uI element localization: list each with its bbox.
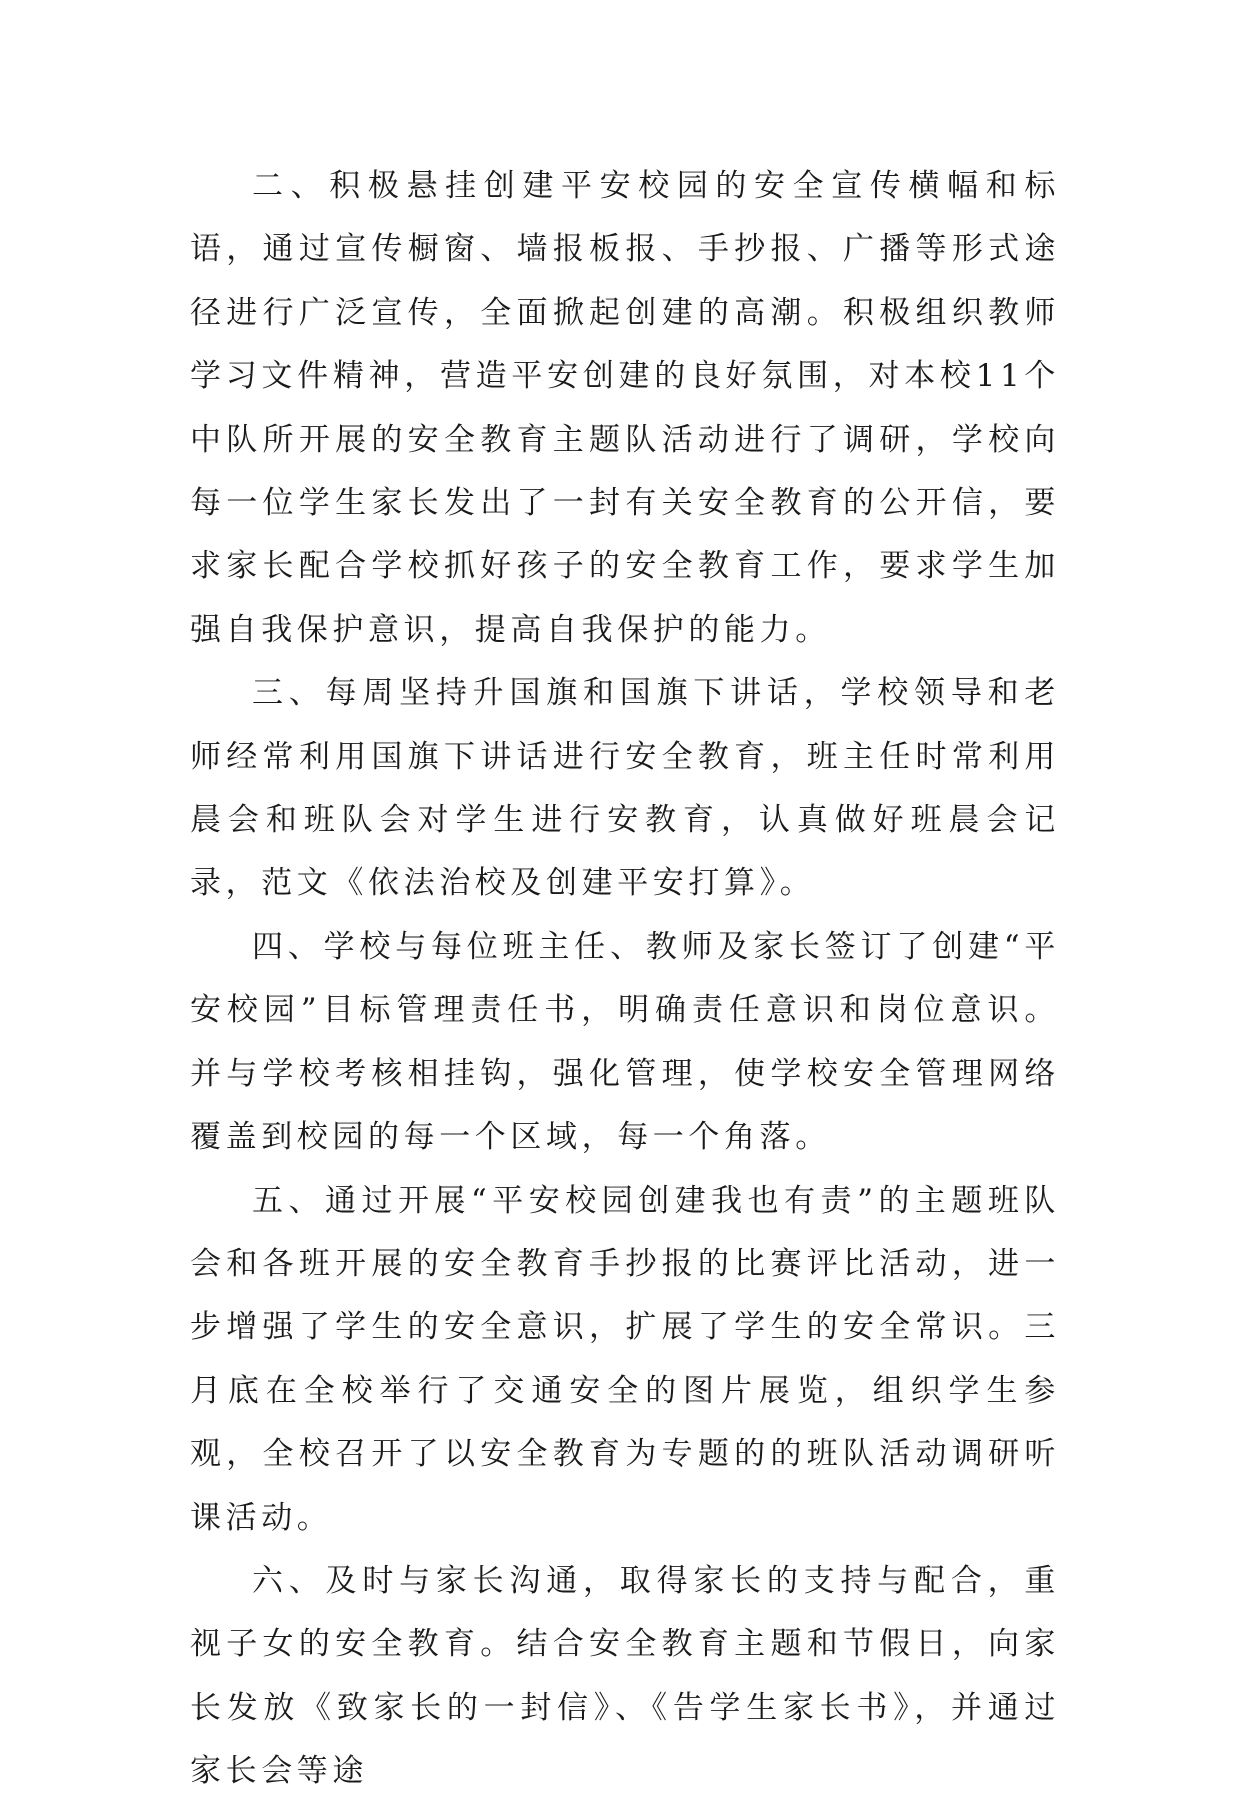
paragraph-4: 四、学校与每位班主任、教师及家长签订了创建“平安校园”目标管理责任书，明确责任意识和岗位意识。并与学校考核相挂钩，强化管理，使学校安全管理网络覆盖到校园的每一个区域，每一个角落。: [190, 928, 1060, 1156]
paragraph-2: 二、积极悬挂创建平安校园的安全宣传横幅和标语，通过宣传橱窗、墙报板报、手抄报、广播等形式途径进行广泛宣传，全面掀起创建的高潮。积极组织教师学习文件精神，营造平安创建的良好氛围，对本校11个中队所开展的安全教育主题队活动进行了调研，学校向每一位学生家长发出了一封有关安全教育的公开信，要求家长配合学校抓好孩子的安全教育工作，要求学生加强自我保护意识，提高自我保护的能力。: [190, 168, 1060, 648]
document-body: [190, 155, 1060, 1804]
paragraph-3: 三、每周坚持升国旗和国旗下讲话，学校领导和老师经常利用国旗下讲话进行安全教育，班主任时常利用晨会和班队会对学生进行安教育，认真做好班晨会记录，范文《依法治校及创建平安打算》。: [190, 675, 1060, 902]
paragraph-6: 六、及时与家长沟通，取得家长的支持与配合，重视子女的安全教育。结合安全教育主题和节假日，向家长发放《致家长的一封信》、《告学生家长书》，并通过家长会等途: [190, 1562, 1060, 1790]
paragraph-5: 五、通过开展“平安校园创建我也有责”的主题班队会和各班开展的安全教育手抄报的比赛评比活动，进一步增强了学生的安全意识，扩展了学生的安全常识。三月底在全校举行了交通安全的图片展览，组织学生参观，全校召开了以安全教育为专题的的班队活动调研听课活动。: [190, 1182, 1060, 1536]
